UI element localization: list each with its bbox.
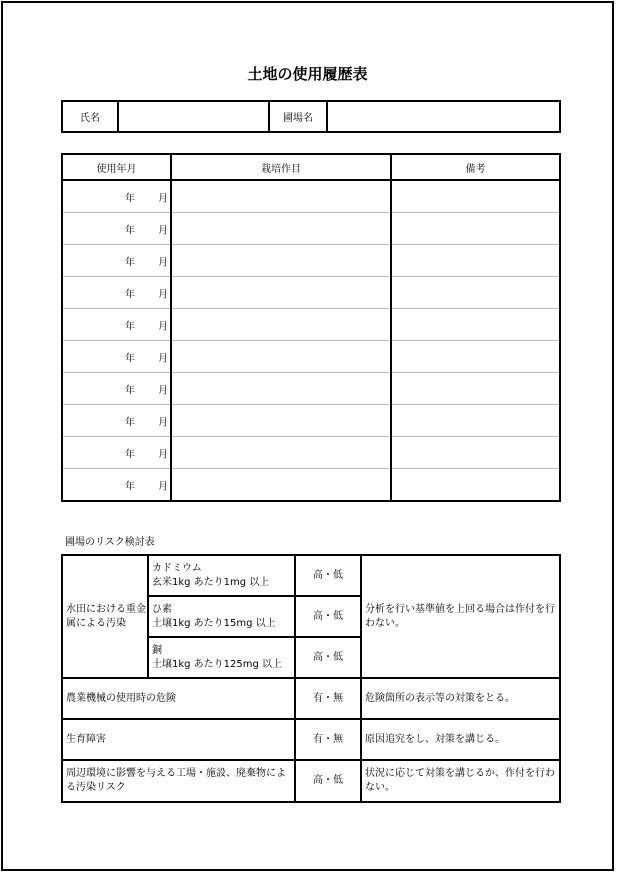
remarks-cell[interactable] bbox=[391, 437, 560, 469]
name-field[interactable] bbox=[118, 101, 269, 132]
risk-level[interactable]: 高・低 bbox=[295, 760, 361, 802]
table-row bbox=[62, 437, 560, 469]
month-label: 月 bbox=[158, 449, 168, 460]
table-row bbox=[62, 245, 560, 277]
risk-level[interactable]: 高・低 bbox=[295, 596, 361, 637]
crop-cell[interactable] bbox=[171, 341, 391, 373]
table-row bbox=[62, 309, 560, 341]
remarks-cell[interactable] bbox=[391, 180, 560, 213]
year-label: 年 bbox=[125, 449, 135, 460]
table-row bbox=[62, 405, 560, 437]
month-label: 月 bbox=[158, 225, 168, 236]
risk-level[interactable]: 有・無 bbox=[295, 719, 361, 760]
risk-category: 水田における重金属による汚染 bbox=[62, 555, 148, 678]
risk-subitem bbox=[148, 596, 295, 637]
month-label: 月 bbox=[158, 385, 168, 396]
table-row bbox=[62, 180, 560, 213]
year-label: 年 bbox=[125, 353, 135, 364]
usage-date-cell[interactable] bbox=[62, 469, 171, 502]
risk-note: 分析を行い基準値を上回る場合は作付を行わない。 bbox=[361, 555, 560, 678]
year-month bbox=[63, 341, 170, 372]
usage-date-cell[interactable] bbox=[62, 180, 171, 213]
month-label: 月 bbox=[158, 353, 168, 364]
risk-subitem bbox=[148, 555, 295, 596]
risk-category: 生育障害 bbox=[62, 719, 295, 760]
name-label: 氏名 bbox=[62, 101, 118, 132]
risk-category: 農業機械の使用時の危険 bbox=[62, 678, 295, 719]
table-row bbox=[62, 213, 560, 245]
table-row bbox=[62, 373, 560, 405]
table-row bbox=[62, 341, 560, 373]
year-month bbox=[63, 469, 170, 500]
usage-date-cell[interactable] bbox=[62, 277, 171, 309]
crop-cell[interactable] bbox=[171, 180, 391, 213]
usage-date-cell[interactable] bbox=[62, 437, 171, 469]
subitem-criterion: 土壌1kg あたり125mg 以上 bbox=[152, 658, 283, 670]
crop-cell[interactable] bbox=[171, 213, 391, 245]
month-label: 月 bbox=[158, 321, 168, 332]
risk-heading: 圃場のリスク検討表 bbox=[65, 537, 155, 548]
risk-note: 状況に応じて対策を講じるか、作付を行わない。 bbox=[361, 760, 560, 802]
year-label: 年 bbox=[125, 257, 135, 268]
table-row bbox=[62, 469, 560, 502]
subitem-name: ひ素 bbox=[152, 603, 172, 615]
subitem-criterion: 玄米1kg あたり1mg 以上 bbox=[152, 576, 270, 588]
crop-cell[interactable] bbox=[171, 373, 391, 405]
crop-cell[interactable] bbox=[171, 309, 391, 341]
usage-date-cell[interactable] bbox=[62, 245, 171, 277]
usage-date-cell[interactable] bbox=[62, 213, 171, 245]
subitem-name: カドミウム bbox=[152, 562, 202, 574]
year-label: 年 bbox=[125, 481, 135, 492]
risk-note: 原因追究をし、対策を講じる。 bbox=[361, 719, 560, 760]
crop-cell[interactable] bbox=[171, 245, 391, 277]
risk-level[interactable]: 高・低 bbox=[295, 555, 361, 596]
form-page bbox=[1, 1, 614, 871]
remarks-cell[interactable] bbox=[391, 405, 560, 437]
risk-assessment-table bbox=[61, 554, 561, 803]
year-month bbox=[63, 181, 170, 212]
usage-date-cell[interactable] bbox=[62, 309, 171, 341]
usage-history-table bbox=[61, 153, 561, 502]
page-title: 土地の使用履歴表 bbox=[247, 65, 368, 83]
year-month bbox=[63, 437, 170, 468]
crop-cell[interactable] bbox=[171, 405, 391, 437]
remarks-cell[interactable] bbox=[391, 341, 560, 373]
subitem-name: 銅 bbox=[152, 644, 162, 656]
usage-date-cell[interactable] bbox=[62, 405, 171, 437]
year-label: 年 bbox=[125, 289, 135, 300]
risk-level[interactable]: 高・低 bbox=[295, 637, 361, 678]
year-label: 年 bbox=[125, 321, 135, 332]
month-label: 月 bbox=[158, 481, 168, 492]
year-month bbox=[63, 309, 170, 340]
table-row bbox=[62, 277, 560, 309]
year-label: 年 bbox=[125, 385, 135, 396]
subitem-criterion: 土壌1kg あたり15mg 以上 bbox=[152, 617, 276, 629]
risk-subitem bbox=[148, 637, 295, 678]
header-remarks: 備考 bbox=[391, 154, 560, 180]
risk-note: 危険箇所の表示等の対策をとる。 bbox=[361, 678, 560, 719]
farm-name-field[interactable] bbox=[327, 101, 560, 132]
header-crop: 栽培作目 bbox=[171, 154, 391, 180]
risk-category: 周辺環境に影響を与える工場・施設、廃棄物による汚染リスク bbox=[62, 760, 295, 802]
header-usage-date: 使用年月 bbox=[62, 154, 171, 180]
month-label: 月 bbox=[158, 417, 168, 428]
year-month bbox=[63, 373, 170, 404]
crop-cell[interactable] bbox=[171, 437, 391, 469]
farm-name-label: 圃場名 bbox=[269, 101, 327, 132]
year-month bbox=[63, 213, 170, 244]
year-month bbox=[63, 405, 170, 436]
remarks-cell[interactable] bbox=[391, 213, 560, 245]
year-month bbox=[63, 245, 170, 276]
risk-level[interactable]: 有・無 bbox=[295, 678, 361, 719]
year-label: 年 bbox=[125, 193, 135, 204]
year-month bbox=[63, 277, 170, 308]
month-label: 月 bbox=[158, 193, 168, 204]
remarks-cell[interactable] bbox=[391, 309, 560, 341]
remarks-cell[interactable] bbox=[391, 277, 560, 309]
year-label: 年 bbox=[125, 225, 135, 236]
usage-date-cell[interactable] bbox=[62, 341, 171, 373]
crop-cell[interactable] bbox=[171, 469, 391, 502]
remarks-cell[interactable] bbox=[391, 373, 560, 405]
usage-date-cell[interactable] bbox=[62, 373, 171, 405]
year-label: 年 bbox=[125, 417, 135, 428]
name-table bbox=[61, 100, 561, 133]
remarks-cell[interactable] bbox=[391, 245, 560, 277]
month-label: 月 bbox=[158, 257, 168, 268]
crop-cell[interactable] bbox=[171, 277, 391, 309]
month-label: 月 bbox=[158, 289, 168, 300]
remarks-cell[interactable] bbox=[391, 469, 560, 502]
